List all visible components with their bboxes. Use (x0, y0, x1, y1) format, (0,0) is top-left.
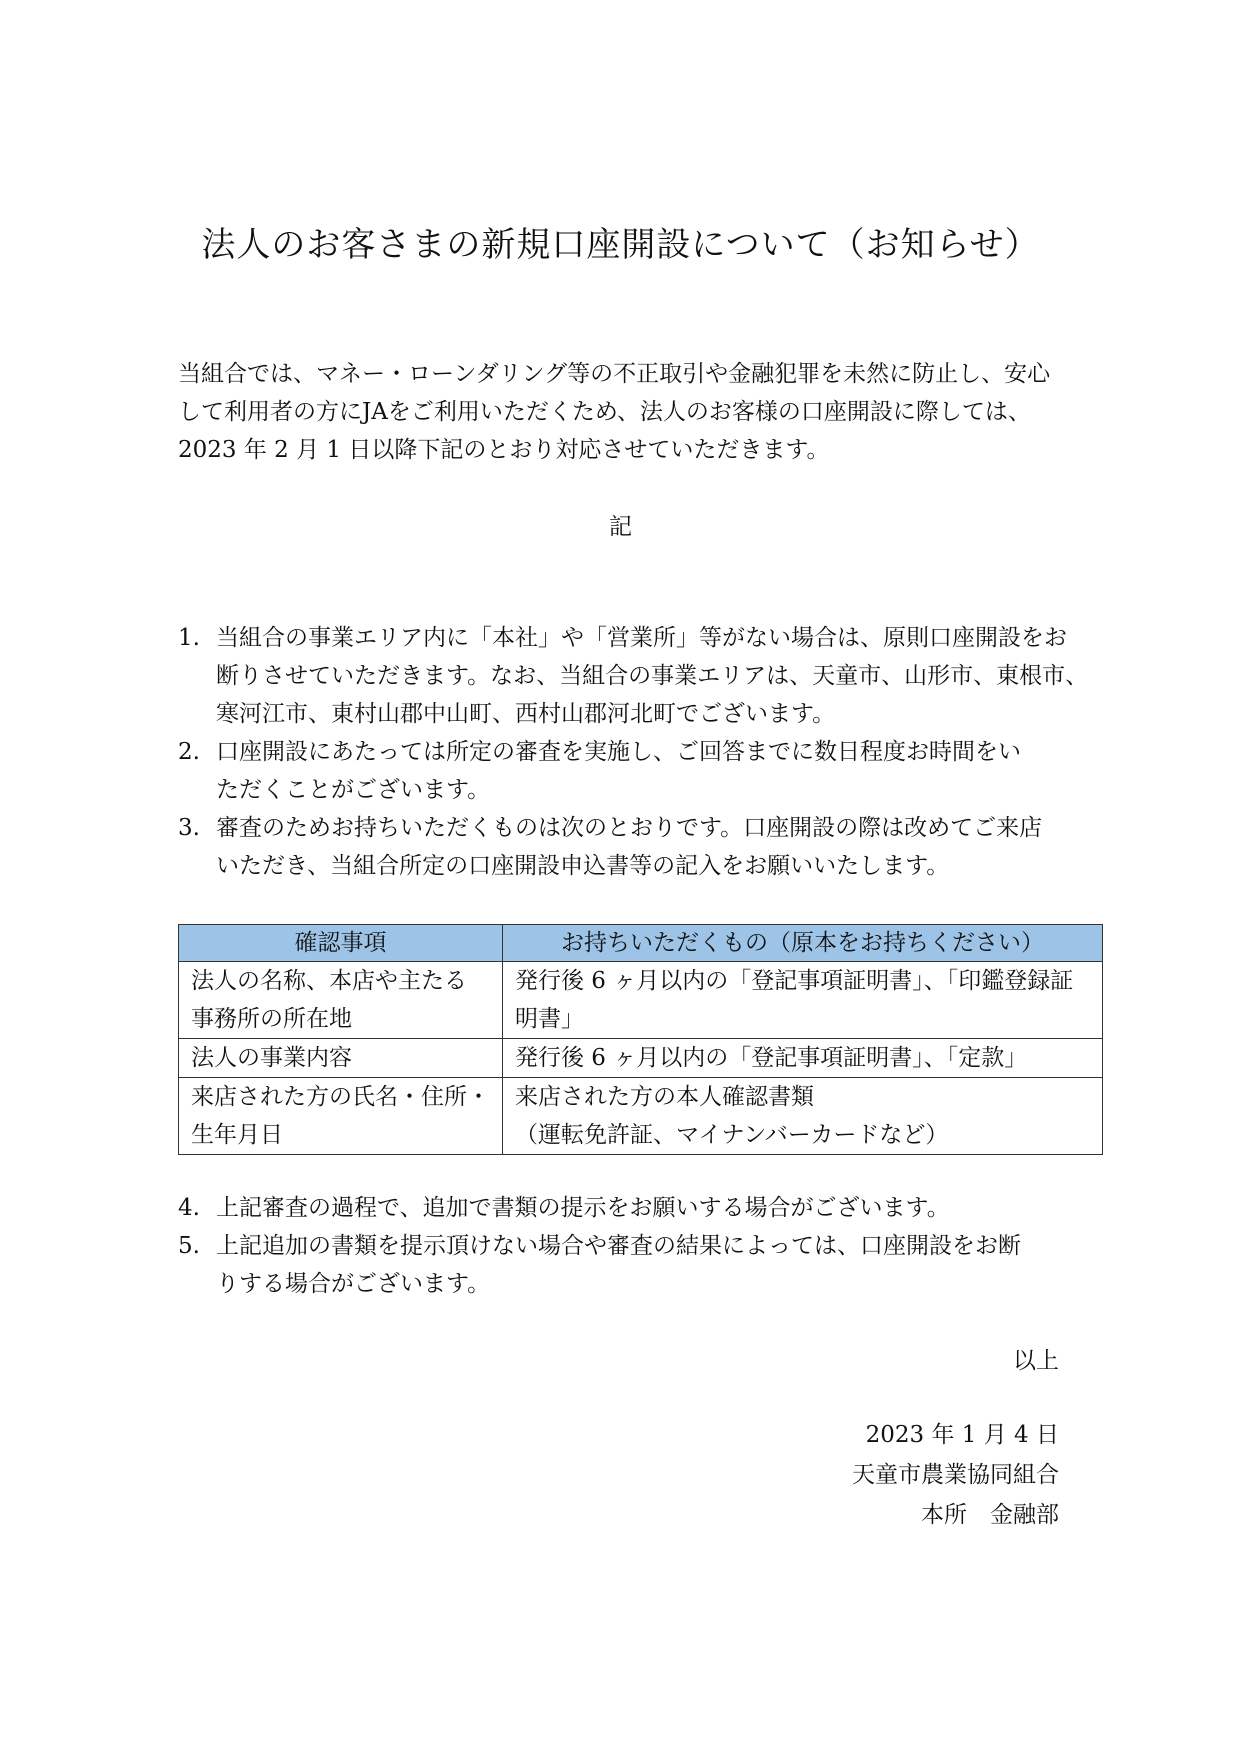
cell-line: 来店された方の氏名・住所・ (191, 1084, 490, 1110)
list-number: 4. (178, 1195, 200, 1221)
list-item (178, 619, 1089, 733)
cell-line: 発行後 6 ヶ月以内の「登記事項証明書」、「印鑑登録証 (515, 968, 1074, 994)
table-cell-item (179, 1039, 503, 1078)
list-item (178, 1227, 1078, 1303)
numbered-list-bottom (178, 1189, 1078, 1303)
cell-line: 生年月日 (191, 1122, 283, 1148)
signature-block (852, 1415, 1059, 1535)
numbered-list-top (178, 619, 1089, 885)
cell-line: 明書」 (515, 1006, 584, 1032)
intro-paragraph (178, 355, 1078, 469)
cell-line: 来店された方の本人確認書類 (515, 1084, 814, 1110)
list-line: 断りさせていただきます。なお、当組合の事業エリアは、天童市、山形市、東根市、 (216, 663, 1089, 689)
list-line: 上記追加の書類を提示頂けない場合や審査の結果によっては、口座開設をお断 (216, 1233, 1021, 1259)
signature-org: 天童市農業協同組合 (852, 1462, 1059, 1488)
table-header-row (179, 925, 1103, 962)
list-line: 審査のためお持ちいただくものは次のとおりです。口座開設の際は改めてご来店 (216, 815, 1043, 841)
table-row (179, 1039, 1103, 1078)
table-cell-item (179, 962, 503, 1039)
list-line: 上記審査の過程で、追加で書類の提示をお願いする場合がございます。 (216, 1195, 950, 1221)
list-item (178, 1189, 1078, 1227)
list-number: 3. (178, 815, 200, 841)
list-item (178, 809, 1078, 885)
table-header-cell: 確認事項 (179, 925, 503, 962)
intro-line: 当組合では、マネー・ローンダリング等の不正取引や金融犯罪を未然に防止し、安心 (178, 361, 1051, 387)
cell-line: 事務所の所在地 (191, 1006, 352, 1032)
requirements-table (178, 924, 1103, 1155)
ki-heading: 記 (609, 514, 632, 540)
list-item (178, 733, 1078, 809)
table-cell-docs (503, 962, 1103, 1039)
list-line: 口座開設にあたっては所定の審査を実施し、ご回答までに数日程度お時間をい (216, 739, 1021, 765)
list-number: 5. (178, 1233, 200, 1259)
intro-line: して利用者の方にJAをご利用いただくため、法人のお客様の口座開設に際しては、 (178, 399, 1031, 425)
list-line: ただくことがございます。 (216, 777, 491, 803)
signature-date: 2023 年 1 月 4 日 (865, 1422, 1059, 1448)
list-line: いただき、当組合所定の口座開設申込書等の記入をお願いいたします。 (216, 853, 950, 879)
document-title: 法人のお客さまの新規口座開設について（お知らせ） (201, 225, 1040, 265)
table-cell-docs (503, 1078, 1103, 1155)
table-cell-item (179, 1078, 503, 1155)
cell-line: 発行後 6 ヶ月以内の「登記事項証明書」、「定款」 (515, 1045, 1028, 1071)
cell-line: 法人の事業内容 (191, 1045, 352, 1071)
table-row (179, 1078, 1103, 1155)
list-number: 2. (178, 739, 200, 765)
table-cell-docs (503, 1039, 1103, 1078)
list-number: 1. (178, 625, 200, 651)
list-line: 寒河江市、東村山郡中山町、西村山郡河北町でございます。 (216, 701, 836, 727)
signature-dept: 本所 金融部 (921, 1502, 1059, 1528)
list-line: りする場合がございます。 (216, 1271, 491, 1297)
cell-line: 法人の名称、本店や主たる (191, 968, 467, 994)
cell-line: （運転免許証、マイナンバーカードなど） (515, 1122, 949, 1148)
table-row (179, 962, 1103, 1039)
table-header-cell: お持ちいただくもの（原本をお持ちください） (503, 925, 1103, 962)
closing-ijou: 以上 (1013, 1348, 1059, 1374)
list-line: 当組合の事業エリア内に「本社」や「営業所」等がない場合は、原則口座開設をお (216, 625, 1067, 651)
intro-line: 2023 年 2 月 1 日以降下記のとおり対応させていただきます。 (178, 437, 830, 463)
